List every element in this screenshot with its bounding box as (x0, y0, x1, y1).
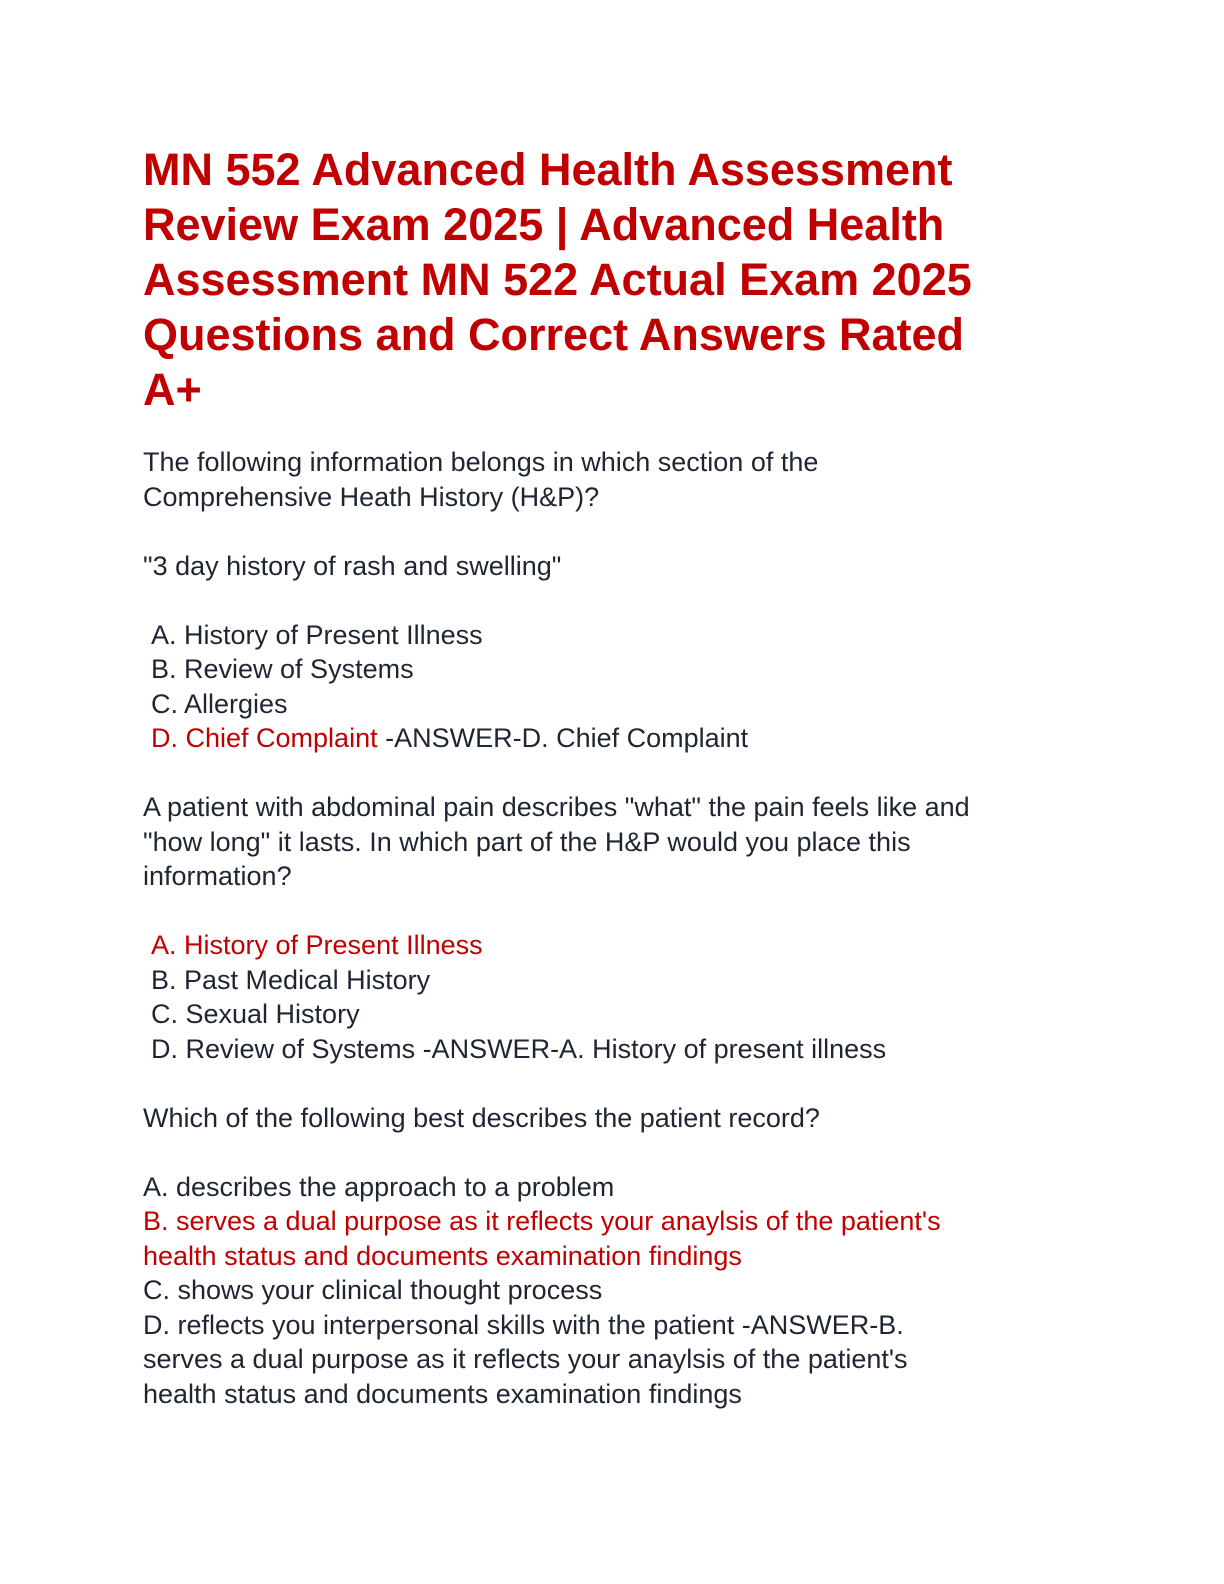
answer-option: B. Past Medical History (151, 964, 431, 995)
title-line: Questions and Correct Answers Rated (143, 309, 965, 360)
answer-option: C. Sexual History (151, 999, 360, 1029)
correct-option-line: B. serves a dual purpose as it reflects your anaylsis of the patient's (143, 1206, 941, 1236)
answer-option: C. shows your clinical thought process (143, 1275, 603, 1305)
question-2 (143, 790, 1083, 1066)
title-line: A+ (143, 364, 202, 415)
document-title (143, 142, 1083, 417)
question-quote: "3 day history of rash and swelling" (143, 550, 562, 581)
answer-option-with-key-line: D. reflects you interpersonal skills with the patient -ANSWER-B. (143, 1309, 904, 1340)
answer-option-correct-line (143, 721, 1083, 756)
answer-option: A. History of Present Illness (151, 619, 483, 650)
question-stem-line: "how long" it lasts. In which part of the H&P would you place this (143, 826, 911, 857)
question-stem-line: information? (143, 861, 292, 891)
title-line: Assessment MN 522 Actual Exam 2025 (143, 254, 972, 305)
question-stem-line: The following information belongs in which section of the (143, 447, 819, 477)
title-line: Review Exam 2025 | Advanced Health (143, 199, 945, 250)
answer-option: C. Allergies (151, 688, 288, 719)
answer-option-with-key-line: health status and documents examination findings (143, 1378, 742, 1409)
question-3 (143, 1101, 1083, 1412)
question-stem-line: A patient with abdominal pain describes "what" the pain feels like and (143, 792, 970, 822)
answer-option: A. describes the approach to a problem (143, 1171, 615, 1202)
answer-key: -ANSWER-D. Chief Complaint (377, 723, 749, 753)
answer-option-with-key: D. Review of Systems -ANSWER-A. History of present illness (151, 1033, 887, 1064)
question-stem-line: Comprehensive Heath History (H&P)? (143, 481, 600, 512)
correct-option: A. History of Present Illness (151, 930, 483, 960)
question-stem: Which of the following best describes the patient record? (143, 1102, 820, 1133)
title-line: MN 552 Advanced Health Assessment (143, 144, 953, 195)
correct-option-line: health status and documents examination findings (143, 1240, 742, 1271)
answer-option: B. Review of Systems (151, 654, 414, 684)
document-page (143, 142, 1083, 1411)
question-1 (143, 445, 1083, 756)
correct-option: D. Chief Complaint (151, 723, 378, 753)
answer-option-with-key-line: serves a dual purpose as it reflects your anaylsis of the patient's (143, 1344, 908, 1374)
